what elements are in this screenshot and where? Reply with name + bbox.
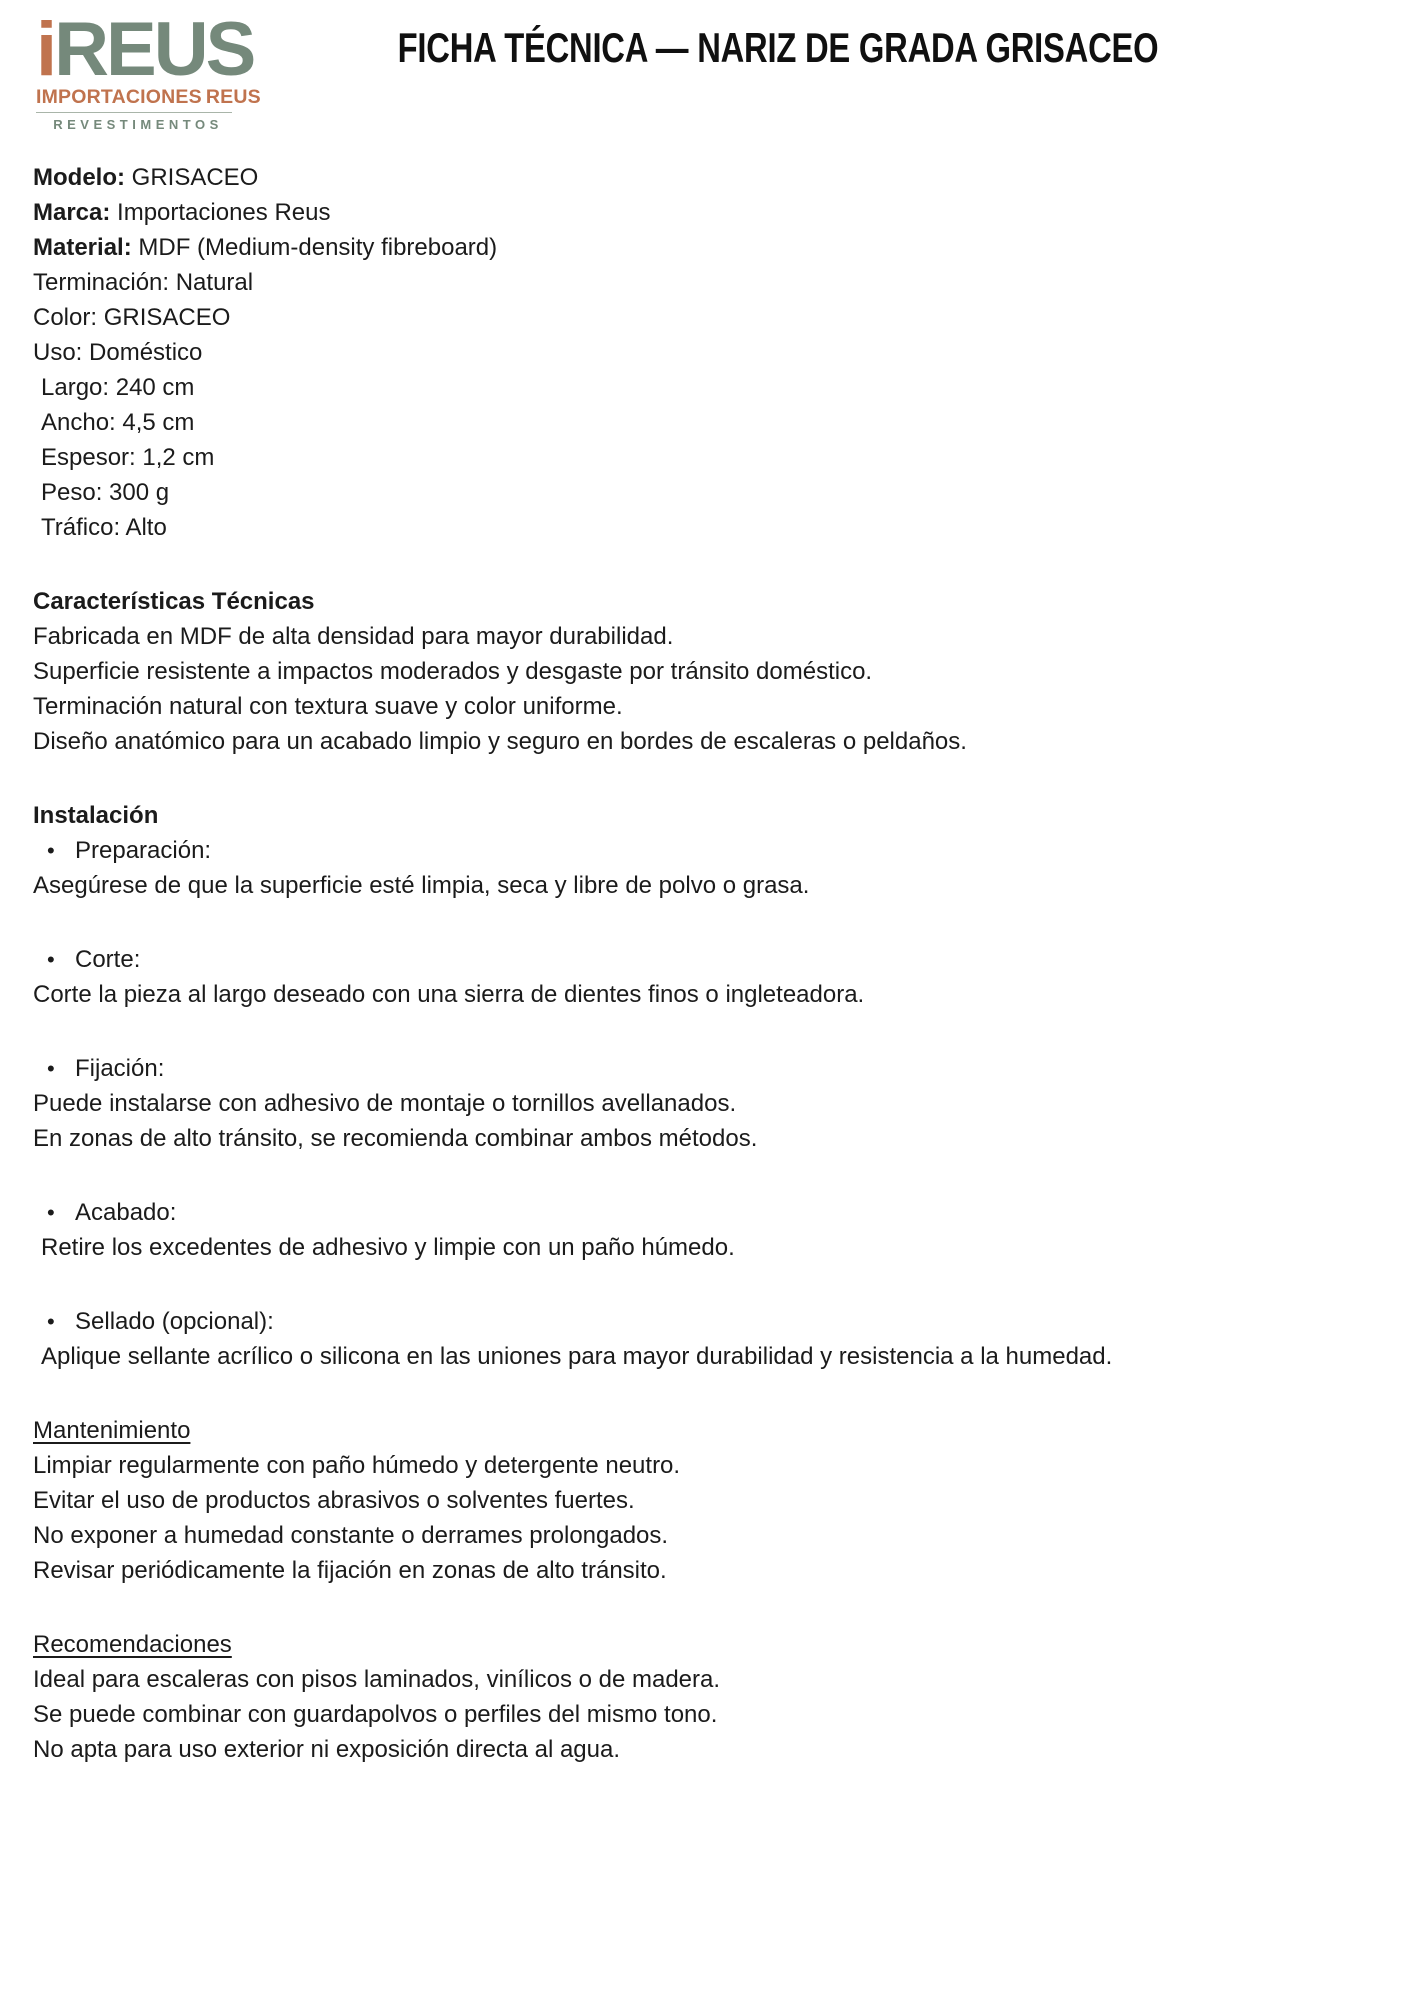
text-line: Superficie resistente a impactos moderados y desgaste por tránsito doméstico.: [33, 658, 873, 685]
blank-line: [33, 545, 1384, 584]
page-header: [0, 0, 1414, 150]
field-label: Modelo:: [33, 164, 125, 191]
section-heading-underlined: Recomendaciones: [33, 1631, 232, 1658]
logo-wordmark: [36, 7, 254, 92]
bullet-item: [33, 1051, 1384, 1086]
bullet-item: [33, 1195, 1384, 1230]
bullet-item: [33, 1304, 1384, 1339]
bullet-dot-icon: •: [47, 1200, 55, 1225]
blank-line: [33, 1374, 1384, 1413]
text-line: Se puede combinar con guardapolvos o perfiles del mismo tono.: [33, 1701, 718, 1728]
text-line: Retire los excedentes de adhesivo y limpie con un paño húmedo.: [41, 1234, 735, 1261]
field-line: Modelo: GRISACEO: [33, 164, 259, 191]
text-line: Ideal para escaleras con pisos laminados, vinílicos o de madera.: [33, 1666, 721, 1693]
text-line: Asegúrese de que la superficie esté limpia, seca y libre de polvo o grasa.: [33, 872, 810, 899]
blank-line: [33, 1588, 1384, 1627]
logo-divider: [36, 112, 232, 113]
bullet-item: [33, 942, 1384, 977]
text-line: Uso: Doméstico: [33, 339, 203, 366]
bullet-item: [33, 833, 1384, 868]
logo: [36, 7, 261, 132]
bullet-text: Sellado (opcional):: [75, 1308, 274, 1335]
text-line: Tráfico: Alto: [41, 514, 167, 541]
field-label: Material:: [33, 234, 132, 261]
text-line: Evitar el uso de productos abrasivos o solventes fuertes.: [33, 1487, 635, 1514]
text-line: En zonas de alto tránsito, se recomienda combinar ambos métodos.: [33, 1125, 758, 1152]
bullet-text: Preparación:: [75, 837, 212, 864]
field-label: Marca:: [33, 199, 111, 226]
section-heading: Instalación: [33, 802, 159, 829]
bullet-dot-icon: •: [47, 1309, 55, 1334]
logo-tagline: REVESTIMENTOS: [53, 117, 223, 132]
text-line: Puede instalarse con adhesivo de montaje o tornillos avellanados.: [33, 1090, 737, 1117]
page-title: FICHA TÉCNICA — NARIZ DE GRADA GRISACEO: [397, 24, 1159, 71]
logo-subtitle-importaciones: IMPORTACIONES: [36, 86, 202, 108]
text-line: Terminación natural con textura suave y color uniforme.: [33, 693, 623, 720]
logo-wordmark-reus: REUS: [54, 7, 254, 92]
text-line: Revisar periódicamente la fijación en zonas de alto tránsito.: [33, 1557, 667, 1584]
text-line: Espesor: 1,2 cm: [41, 444, 215, 471]
bullet-dot-icon: •: [47, 838, 55, 863]
bullet-dot-icon: •: [47, 947, 55, 972]
text-line: No apta para uso exterior ni exposición directa al agua.: [33, 1736, 621, 1763]
text-line: No exponer a humedad constante o derrames prolongados.: [33, 1522, 669, 1549]
blank-line: [33, 903, 1384, 942]
document-body: [33, 160, 1384, 1767]
text-line: Aplique sellante acrílico o silicona en las uniones para mayor durabilidad y resistencia a la humedad.: [41, 1343, 1113, 1370]
text-line: Limpiar regularmente con paño húmedo y detergente neutro.: [33, 1452, 681, 1479]
bullet-text: Corte:: [75, 946, 141, 973]
logo-subtitle-reus: REUS: [205, 86, 261, 108]
bullet-dot-icon: •: [47, 1056, 55, 1081]
text-line: Corte la pieza al largo deseado con una sierra de dientes finos o ingleteadora.: [33, 981, 865, 1008]
blank-line: [33, 759, 1384, 798]
field-line: Material: MDF (Medium-density fibreboard): [33, 234, 498, 261]
bullet-text: Fijación:: [75, 1055, 165, 1082]
bullet-text: Acabado:: [75, 1199, 177, 1226]
logo-subtitle: [36, 86, 261, 109]
section-heading-underlined: Mantenimiento: [33, 1417, 191, 1444]
blank-line: [33, 1265, 1384, 1304]
text-line: Terminación: Natural: [33, 269, 254, 296]
text-line: Largo: 240 cm: [41, 374, 195, 401]
blank-line: [33, 1012, 1384, 1051]
text-line: Color: GRISACEO: [33, 304, 231, 331]
text-line: Ancho: 4,5 cm: [41, 409, 195, 436]
blank-line: [33, 1156, 1384, 1195]
text-line: Diseño anatómico para un acabado limpio y seguro en bordes de escaleras o peldaños.: [33, 728, 967, 755]
text-line: Peso: 300 g: [41, 479, 170, 506]
text-line: Fabricada en MDF de alta densidad para mayor durabilidad.: [33, 623, 674, 650]
logo-wordmark-i: i: [36, 7, 55, 92]
section-heading: Características Técnicas: [33, 588, 315, 615]
field-line: Marca: Importaciones Reus: [33, 199, 331, 226]
